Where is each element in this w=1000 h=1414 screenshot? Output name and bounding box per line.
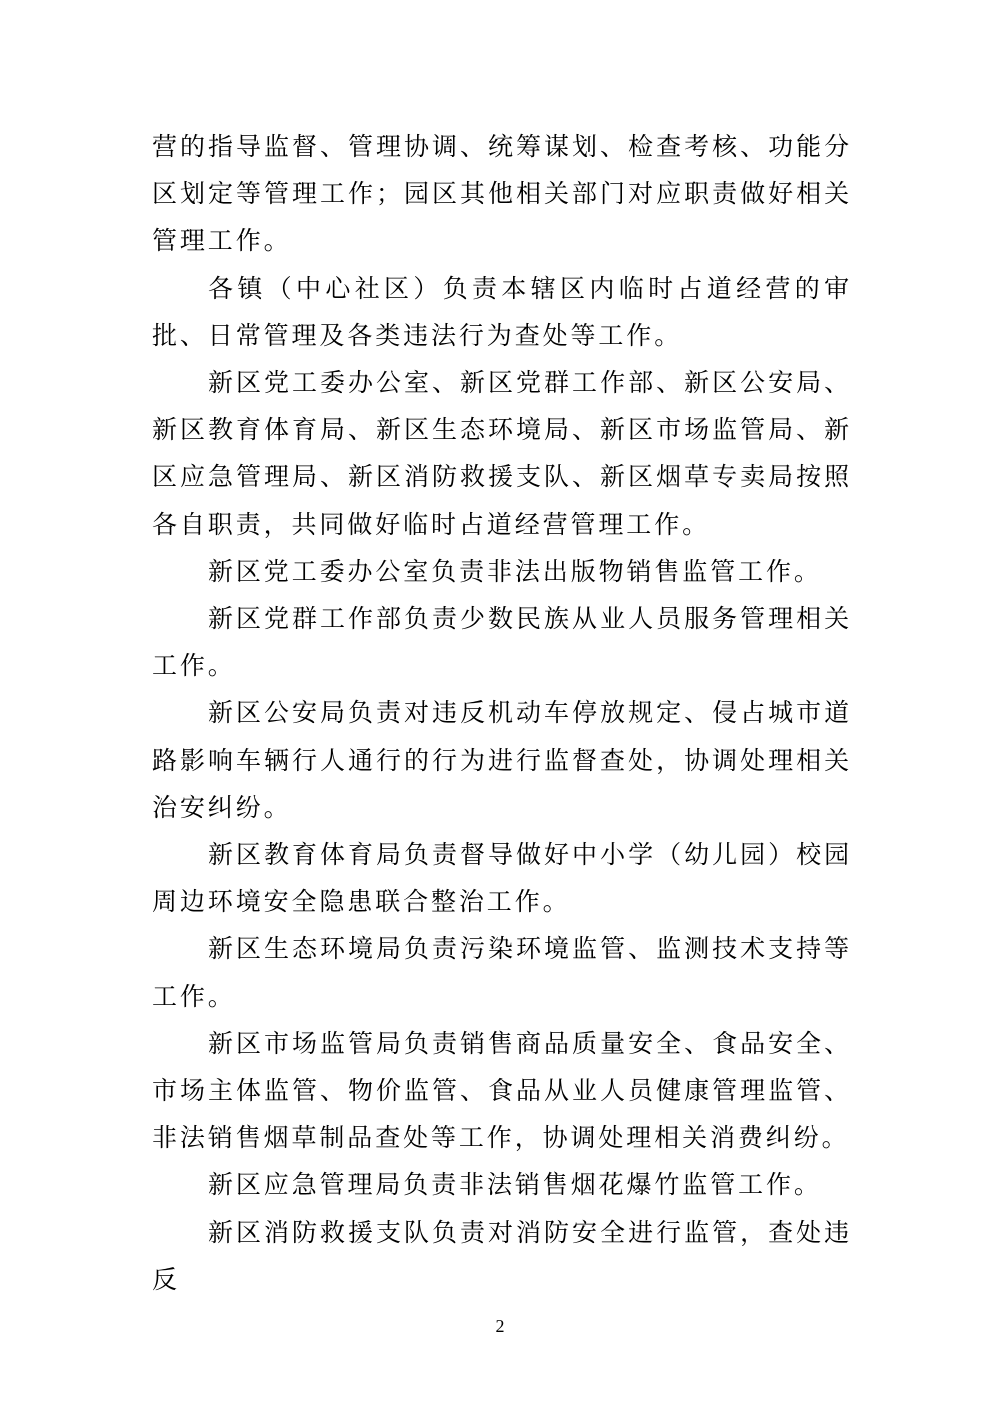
paragraph-towns: 各镇（中心社区）负责本辖区内临时占道经营的审批、日常管理及各类违法行为查处等工作。: [152, 273, 852, 350]
document-body: [152, 123, 852, 1303]
paragraph-public-security: 新区公安局负责对违反机动车停放规定、侵占城市道路影响车辆行人通行的行为进行监督查处，协调处理相关治安纠纷。: [152, 698, 852, 822]
paragraph-party-mass-work: 新区党群工作部负责少数民族从业人员服务管理相关工作。: [152, 604, 852, 681]
paragraph-fire-rescue: 新区消防救援支队负责对消防安全进行监管，查处违反: [152, 1217, 852, 1294]
page-number: 2: [495, 1316, 505, 1336]
paragraph-ecology-environment: 新区生态环境局负责污染环境监管、监测技术支持等工作。: [152, 934, 852, 1011]
paragraph-departments-overview: 新区党工委办公室、新区党群工作部、新区公安局、新区教育体育局、新区生态环境局、新区市场监管局、新区应急管理局、新区消防救援支队、新区烟草专卖局按照各自职责，共同做好临时占道经营管理工作。: [152, 368, 852, 539]
paragraph-market-regulation: 新区市场监管局负责销售商品质量安全、食品安全、市场主体监管、物价监管、食品从业人员健康管理监管、非法销售烟草制品查处等工作，协调处理相关消费纠纷。: [152, 1028, 852, 1153]
paragraph-continuation: 营的指导监督、管理协调、统筹谋划、检查考核、功能分区划定等管理工作；园区其他相关部门对应职责做好相关管理工作。: [152, 132, 852, 256]
paragraph-party-office: 新区党工委办公室负责非法出版物销售监管工作。: [208, 556, 822, 586]
paragraph-education-sports: 新区教育体育局负责督导做好中小学（幼儿园）校园周边环境安全隐患联合整治工作。: [152, 840, 852, 917]
paragraph-emergency-management: 新区应急管理局负责非法销售烟花爆竹监管工作。: [208, 1170, 822, 1200]
